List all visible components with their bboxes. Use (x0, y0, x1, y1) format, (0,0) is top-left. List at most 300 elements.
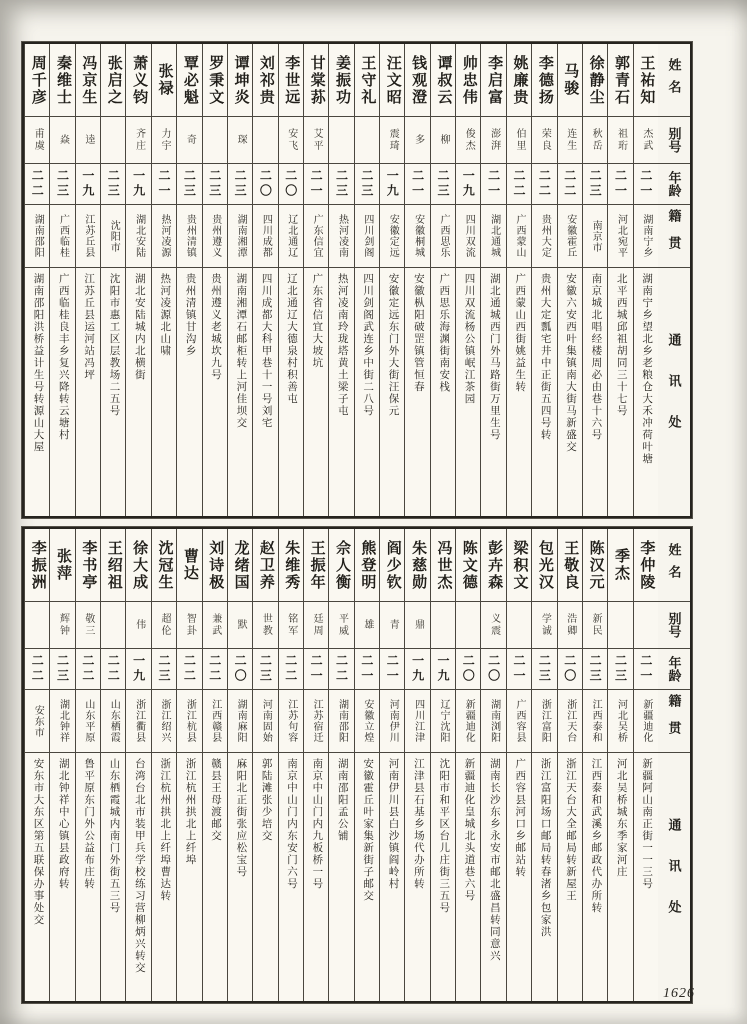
entry-column (557, 44, 582, 516)
person-address: 湖南宁乡望北乡老粮仓大禾冲荷叶塘 (641, 273, 653, 465)
person-alias: 智卦 (184, 613, 196, 637)
age-cell (583, 648, 607, 689)
alias-cell (558, 601, 582, 648)
name-cell (177, 44, 201, 116)
entry-column (531, 44, 556, 516)
name-cell (203, 529, 227, 601)
name-cell (355, 44, 379, 116)
person-name: 沈冠生 (156, 539, 173, 591)
address-cell (228, 267, 252, 516)
person-age: 二三 (359, 169, 374, 199)
person-native: 广东信宜 (311, 214, 323, 258)
person-address: 江西泰和武溪乡邮政代办所转 (590, 758, 602, 914)
address-cell (76, 752, 100, 1001)
alias-cell (634, 601, 658, 648)
name-cell (279, 529, 303, 601)
person-address: 湖南邵阳孟公铺 (336, 758, 348, 842)
entry-column (328, 44, 353, 516)
native-place-cell (431, 204, 455, 267)
address-cell (304, 752, 328, 1001)
entry-column (328, 529, 353, 1001)
person-native: 湖北通城 (488, 214, 500, 258)
name-cell (76, 529, 100, 601)
header-name-label (658, 529, 690, 601)
person-address: 浙江杭州拱北上纤埠曹达转 (159, 758, 171, 902)
alias-cell (50, 601, 74, 648)
name-cell (253, 529, 277, 601)
address-cell (101, 267, 125, 516)
person-age: 二三 (537, 654, 552, 684)
native-place-cell (126, 204, 150, 267)
person-name: 李振洲 (29, 539, 46, 591)
age-cell (608, 648, 632, 689)
name-cell (177, 529, 201, 601)
native-place-cell (355, 204, 379, 267)
person-name: 萧义钧 (131, 54, 148, 106)
person-name: 张启之 (105, 54, 122, 106)
header-column (658, 44, 690, 516)
entry-column (480, 529, 505, 1001)
person-address: 江津县石基乡场代办所转 (412, 758, 424, 890)
header-name-text: 姓名 (666, 58, 682, 102)
person-age: 一九 (131, 654, 146, 684)
person-alias: 秋岳 (590, 128, 602, 152)
age-cell (228, 163, 252, 204)
entry-column (303, 44, 328, 516)
native-place-cell (50, 204, 74, 267)
age-cell (329, 648, 353, 689)
native-place-cell (25, 204, 49, 267)
native-place-cell (76, 689, 100, 752)
address-cell (507, 752, 531, 1001)
alias-cell (76, 601, 100, 648)
name-cell (380, 529, 404, 601)
entry-column (75, 44, 100, 516)
person-address: 河南伊川县白沙镇阎岭村 (387, 758, 399, 890)
age-cell (634, 648, 658, 689)
age-cell (456, 648, 480, 689)
native-place-cell (25, 689, 49, 752)
person-native: 浙江富阳 (539, 699, 551, 743)
alias-cell (101, 116, 125, 163)
person-address: 广西思乐海渊街南安栈 (438, 273, 450, 393)
native-place-cell (101, 204, 125, 267)
person-age: 二二 (512, 169, 527, 199)
person-age: 二三 (156, 654, 171, 684)
entry-column (404, 44, 429, 516)
address-cell (126, 752, 150, 1001)
person-address: 沈阳市惠工区层教场二五号 (108, 273, 120, 417)
name-cell (101, 529, 125, 601)
age-cell (507, 648, 531, 689)
age-cell (253, 163, 277, 204)
age-cell (507, 163, 531, 204)
name-cell (380, 44, 404, 116)
person-age: 二〇 (562, 654, 577, 684)
person-native: 浙江杭县 (184, 699, 196, 743)
person-address: 新疆迪化皇城北头道巷六号 (463, 758, 475, 902)
person-alias: 焱 (57, 134, 69, 146)
header-alias-text: 别号 (666, 612, 682, 638)
native-place-cell (253, 204, 277, 267)
person-native: 贵州清镇 (184, 214, 196, 258)
age-cell (279, 648, 303, 689)
age-cell (405, 648, 429, 689)
native-place-cell (126, 689, 150, 752)
entry-column (202, 529, 227, 1001)
address-cell (481, 267, 505, 516)
entry-column (582, 529, 607, 1001)
person-address: 河北吴桥城东季家河庄 (615, 758, 627, 878)
person-age: 二一 (359, 654, 374, 684)
entry-column (24, 44, 49, 516)
age-cell (203, 648, 227, 689)
person-name: 秦维士 (55, 54, 72, 106)
person-age: 二三 (233, 169, 248, 199)
entry-column (151, 529, 176, 1001)
person-alias: 伟 (133, 619, 145, 631)
person-age: 二一 (385, 654, 400, 684)
person-alias: 琛 (235, 134, 247, 146)
alias-cell (481, 601, 505, 648)
person-age: 二二 (30, 654, 45, 684)
person-alias: 学诚 (539, 613, 551, 637)
address-cell (558, 752, 582, 1001)
alias-cell (228, 116, 252, 163)
address-cell (583, 267, 607, 516)
person-age: 二二 (207, 654, 222, 684)
name-cell (25, 44, 49, 116)
native-place-cell (532, 689, 556, 752)
person-native: 新疆迪化 (463, 699, 475, 743)
person-name: 周千彦 (29, 54, 46, 106)
age-cell (481, 163, 505, 204)
age-cell (25, 163, 49, 204)
name-cell (355, 529, 379, 601)
native-place-cell (101, 689, 125, 752)
name-cell (101, 44, 125, 116)
name-cell (25, 529, 49, 601)
person-age: 二二 (30, 169, 45, 199)
address-cell (329, 267, 353, 516)
person-address: 台湾台北市装甲兵学校练习营柳炳兴转交 (133, 758, 145, 974)
address-cell (532, 267, 556, 516)
header-name-label (658, 44, 690, 116)
alias-cell (583, 116, 607, 163)
header-age-text: 年龄 (666, 656, 682, 682)
person-name: 汪文昭 (384, 54, 401, 106)
entry-column (633, 44, 658, 516)
entry-column (354, 529, 379, 1001)
person-name: 龙绪国 (232, 539, 249, 591)
name-cell (532, 529, 556, 601)
person-native: 贵州大定 (539, 214, 551, 258)
person-age: 一九 (385, 169, 400, 199)
person-address: 安徽定远东门外大街汪保元 (387, 273, 399, 417)
alias-cell (507, 116, 531, 163)
person-name: 王守礼 (359, 54, 376, 106)
age-cell (380, 163, 404, 204)
native-place-cell (532, 204, 556, 267)
alias-cell (608, 116, 632, 163)
native-place-cell (304, 689, 328, 752)
name-cell (634, 529, 658, 601)
alias-cell (329, 601, 353, 648)
person-address: 湖北钟祥中心镇县政府转 (57, 758, 69, 890)
person-alias: 齐庄 (133, 128, 145, 152)
person-native: 河北吴桥 (615, 699, 627, 743)
person-address: 四川成都大科甲巷十一号刘宅 (260, 273, 272, 429)
age-cell (76, 163, 100, 204)
person-address: 鲁平原东门外公益布庄转 (83, 758, 95, 890)
person-name: 谭叔云 (435, 54, 452, 106)
address-cell (405, 267, 429, 516)
person-native: 四川双流 (463, 214, 475, 258)
header-alias-text: 别号 (666, 127, 682, 153)
person-age: 二三 (435, 169, 450, 199)
person-age: 一九 (131, 169, 146, 199)
person-name: 甘棠荪 (308, 54, 325, 106)
person-name: 曹达 (181, 548, 198, 582)
address-cell (253, 752, 277, 1001)
age-cell (380, 648, 404, 689)
age-cell (152, 163, 176, 204)
address-cell (431, 267, 455, 516)
person-native: 江西赣县 (209, 699, 221, 743)
name-cell (481, 44, 505, 116)
person-age: 二一 (512, 654, 527, 684)
age-cell (50, 648, 74, 689)
person-age: 二一 (638, 169, 653, 199)
person-address: 热河凌源北山啸 (159, 273, 171, 357)
address-cell (76, 267, 100, 516)
person-age: 二一 (410, 169, 425, 199)
native-place-cell (152, 689, 176, 752)
header-age-text: 年龄 (666, 171, 682, 197)
person-name: 覃必魁 (181, 54, 198, 106)
name-cell (253, 44, 277, 116)
entry-column (278, 529, 303, 1001)
entry-column (125, 44, 150, 516)
address-cell (126, 267, 150, 516)
alias-cell (152, 116, 176, 163)
person-native: 安徽霍丘 (564, 214, 576, 258)
person-native: 江西泰和 (590, 699, 602, 743)
native-place-cell (50, 689, 74, 752)
person-alias: 多 (412, 134, 424, 146)
person-name: 姜振功 (334, 54, 350, 106)
entry-column (430, 44, 455, 516)
person-name: 陈汉元 (587, 539, 604, 591)
person-native: 湖北安陆 (133, 214, 145, 258)
name-cell (228, 529, 252, 601)
address-cell (25, 267, 49, 516)
person-native: 南京市 (590, 219, 602, 253)
person-address: 贵州遵义老城坎九号 (209, 273, 221, 381)
name-cell (558, 44, 582, 116)
person-native: 浙江衢县 (133, 699, 145, 743)
person-age: 二二 (537, 169, 552, 199)
person-address: 赣县王母渡邮交 (209, 758, 221, 842)
person-age: 二三 (613, 654, 628, 684)
address-cell (583, 752, 607, 1001)
age-cell (279, 163, 303, 204)
native-place-cell (279, 204, 303, 267)
alias-cell (355, 601, 379, 648)
entry-column (430, 529, 455, 1001)
native-place-cell (583, 204, 607, 267)
person-age: 二〇 (233, 654, 248, 684)
native-place-cell (608, 689, 632, 752)
person-name: 朱慈勋 (410, 539, 427, 591)
person-native: 热河凌南 (336, 214, 348, 258)
directory-section-bottom (22, 527, 692, 1003)
person-alias: 兼武 (209, 613, 221, 637)
native-place-cell (253, 689, 277, 752)
native-place-cell (380, 689, 404, 752)
person-name: 王敬良 (562, 539, 579, 591)
native-place-cell (152, 204, 176, 267)
person-alias: 雄 (361, 619, 373, 631)
age-cell (405, 163, 429, 204)
person-address: 江苏丘县运河站冯坪 (83, 273, 95, 381)
age-cell (25, 648, 49, 689)
entry-column (354, 44, 379, 516)
person-age: 二二 (106, 654, 121, 684)
entry-column (531, 529, 556, 1001)
person-native: 安徽立煌 (361, 699, 373, 743)
person-age: 二二 (182, 654, 197, 684)
person-native: 辽北通辽 (285, 214, 297, 258)
name-cell (152, 44, 176, 116)
address-cell (355, 752, 379, 1001)
alias-cell (380, 116, 404, 163)
person-name: 刘诗极 (207, 539, 224, 591)
age-cell (532, 648, 556, 689)
age-cell (329, 163, 353, 204)
person-alias: 甫虞 (32, 128, 44, 152)
address-cell (101, 752, 125, 1001)
person-native: 安徽定远 (387, 214, 399, 258)
person-native: 湖南麻阳 (235, 699, 247, 743)
person-native: 河南固始 (260, 699, 272, 743)
address-cell (431, 752, 455, 1001)
person-name: 朱维秀 (283, 539, 300, 591)
entry-column (404, 529, 429, 1001)
person-native: 湖南浏阳 (488, 699, 500, 743)
age-cell (177, 648, 201, 689)
entry-column (607, 529, 632, 1001)
entry-column (100, 529, 125, 1001)
alias-cell (228, 601, 252, 648)
person-name: 冯京生 (80, 54, 97, 106)
name-cell (456, 44, 480, 116)
native-place-cell (634, 689, 658, 752)
name-cell (583, 44, 607, 116)
person-name: 张禄 (156, 63, 173, 97)
address-cell (532, 752, 556, 1001)
native-place-cell (228, 689, 252, 752)
alias-cell (507, 601, 531, 648)
header-column (658, 529, 690, 1001)
person-age: 二三 (106, 169, 121, 199)
age-cell (431, 648, 455, 689)
person-address: 麻阳北正街张应松宝号 (235, 758, 247, 878)
header-alias-label (658, 116, 690, 163)
entry-column (202, 44, 227, 516)
address-cell (203, 267, 227, 516)
person-address: 安徽六安西叶集镇南大街马新盛交 (564, 273, 576, 453)
person-alias: 辉钟 (57, 613, 69, 637)
address-cell (507, 267, 531, 516)
name-cell (50, 529, 74, 601)
native-place-cell (456, 689, 480, 752)
alias-cell (304, 601, 328, 648)
native-place-cell (481, 689, 505, 752)
alias-cell (456, 116, 480, 163)
person-name: 阎少钦 (384, 539, 401, 591)
alias-cell (405, 601, 429, 648)
person-age: 二〇 (258, 169, 273, 199)
person-address: 广西蒙山西街姚益生转 (514, 273, 526, 393)
person-native: 安徽桐城 (412, 214, 424, 258)
age-cell (228, 648, 252, 689)
name-cell (608, 44, 632, 116)
native-place-cell (203, 689, 227, 752)
person-alias: 青 (387, 619, 399, 631)
person-native: 热河凌源 (158, 214, 170, 258)
name-cell (304, 529, 328, 601)
age-cell (355, 163, 379, 204)
native-place-cell (456, 204, 480, 267)
native-place-cell (203, 204, 227, 267)
person-name: 罗秉文 (207, 54, 224, 106)
person-name: 梁积文 (511, 539, 528, 591)
entry-column (176, 44, 201, 516)
person-age: 二一 (638, 654, 653, 684)
alias-cell (126, 601, 150, 648)
person-address: 山东栖霞城内南门外街五三号 (108, 758, 120, 914)
entry-column (24, 529, 49, 1001)
alias-cell (583, 601, 607, 648)
address-cell (203, 752, 227, 1001)
address-cell (25, 752, 49, 1001)
person-native: 山东平原 (82, 699, 94, 743)
alias-cell (608, 601, 632, 648)
person-alias: 澎湃 (488, 128, 500, 152)
alias-cell (25, 116, 49, 163)
name-cell (76, 44, 100, 116)
address-cell (608, 752, 632, 1001)
person-age: 二〇 (461, 654, 476, 684)
person-name: 李德扬 (536, 54, 553, 106)
address-cell (608, 267, 632, 516)
alias-cell (279, 601, 303, 648)
address-cell (279, 267, 303, 516)
native-place-cell (76, 204, 100, 267)
entry-column (252, 529, 277, 1001)
person-native: 湖南邵阳 (32, 214, 44, 258)
header-native-label (658, 204, 690, 267)
person-alias: 奇 (184, 134, 196, 146)
person-alias: 震琦 (387, 128, 399, 152)
person-address: 四川剑阁武连乡中街二八号 (362, 273, 374, 417)
person-name: 郭青石 (612, 54, 629, 106)
age-cell (177, 163, 201, 204)
person-address: 安徽霍丘叶家集新街子邮交 (362, 758, 374, 902)
age-cell (304, 648, 328, 689)
person-address: 湖南湘潭石邮柜转上河佳坝交 (235, 273, 247, 429)
